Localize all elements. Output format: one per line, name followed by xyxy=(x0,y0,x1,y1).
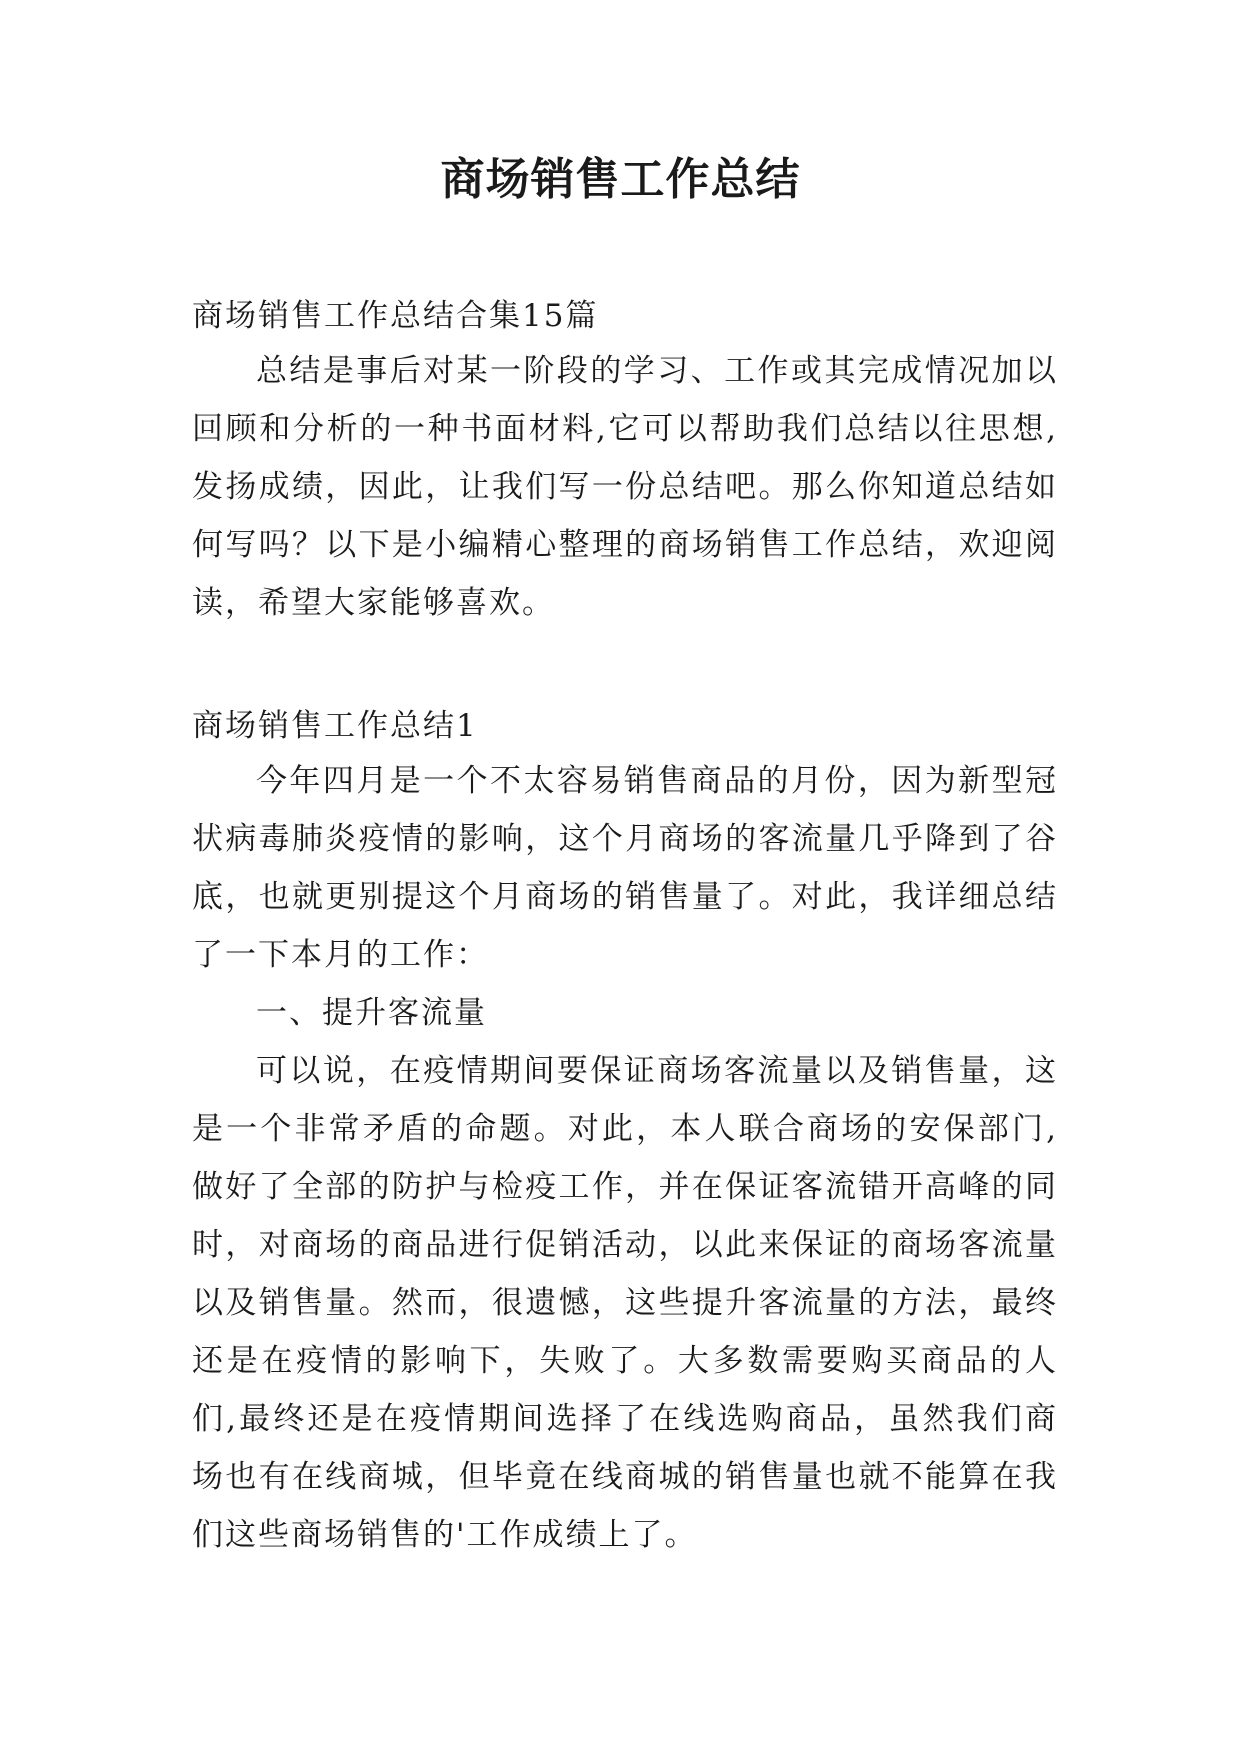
section-heading: 商场销售工作总结1 xyxy=(192,708,478,744)
document-title: 商场销售工作总结 xyxy=(440,154,801,205)
section-paragraph: 可以说，在疫情期间要保证商场客流量以及销售量，这是一个非常矛盾的命题。对此，本人联合商场的安保部门,做好了全部的防护与检疫工作，并在保证客流错开高峰的同时，对商场的商品进行促销活动，以此来保证的商场客流量以及销售量。然而，很遗憾，这些提升客流量的方法，最终还是在疫情的影响下，失败了。大多数需要购买商品的人们,最终还是在疫情期间选择了在线选购商品，虽然我们商场也有在线商城，但毕竟在线商城的销售量也就不能算在我们这些商场销售的'工作成绩上了。 xyxy=(192,1053,1058,1553)
document-subtitle: 商场销售工作总结合集15篇 xyxy=(192,298,599,334)
section-paragraph: 今年四月是一个不太容易销售商品的月份，因为新型冠状病毒肺炎疫情的影响，这个月商场的客流量几乎降到了谷底，也就更别提这个月商场的销售量了。对此，我详细总结了一下本月的工作： xyxy=(192,763,1058,973)
section-subheading: 一、提升客流量 xyxy=(256,995,487,1031)
intro-paragraph: 总结是事后对某一阶段的学习、工作或其完成情况加以回顾和分析的一种书面材料,它可以帮助我们总结以往思想,发扬成绩，因此，让我们写一份总结吧。那么你知道总结如何写吗？以下是小编精心整理的商场销售工作总结，欢迎阅读，希望大家能够喜欢。 xyxy=(192,353,1058,621)
